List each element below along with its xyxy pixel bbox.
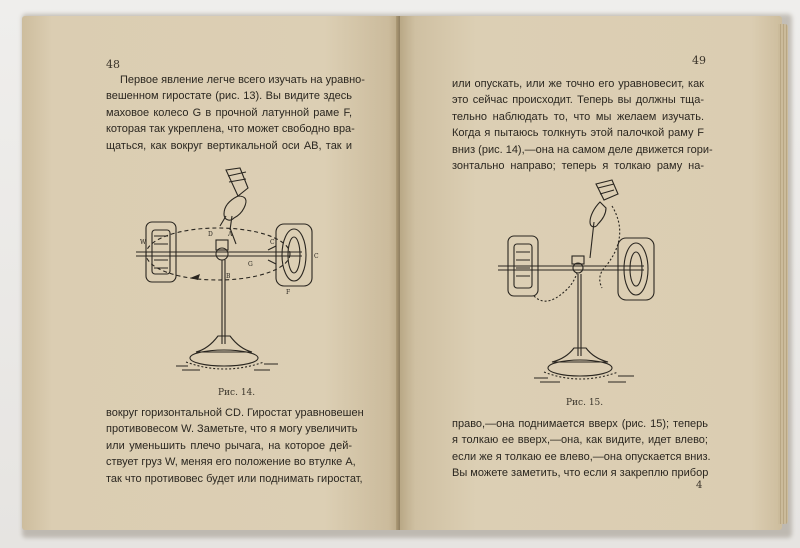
text-line: так что противовес будет или поднимать гиростат, xyxy=(106,472,363,485)
text-line: вешенном гиростате (рис. 13). Вы видите здесь xyxy=(106,90,352,103)
text-line: Вы можете заметить, что если я закреплю прибор xyxy=(452,467,709,480)
text-line: или уменьшить плечо рычага, на которое дей- xyxy=(106,439,352,452)
signature-mark: 4 xyxy=(696,480,703,491)
text-line: это сейчас происходит. Теперь вы должны тща- xyxy=(452,94,704,107)
left-page xyxy=(22,16,400,530)
flywheel-disc xyxy=(624,243,648,295)
pointer-stick xyxy=(590,222,594,258)
text-line: вниз (рис. 14),—она на самом деле движется гори- xyxy=(452,143,713,156)
counterweight-hatch xyxy=(516,252,530,276)
figure-15-caption: Рис. 15. xyxy=(566,398,604,408)
page-stack-edge xyxy=(778,24,788,524)
flywheel-arms xyxy=(268,246,276,264)
figure-label: D xyxy=(208,231,213,238)
text-line: ствует груз W, меняя его положение во втулке A, xyxy=(106,456,356,469)
figure-label: C xyxy=(270,239,275,246)
text-line: тельно наблюдать то, что мы желаем изучать. xyxy=(452,110,704,123)
figure-label: F xyxy=(286,289,291,296)
gyrostat-figure-15 xyxy=(494,176,674,386)
text-line: вокруг горизонтальной CD. Гиростат уравновешен xyxy=(106,407,364,419)
motion-trace-lower xyxy=(534,270,578,301)
figure-label: C xyxy=(314,253,319,260)
text-line: зонтально направо; теперь я толкаю раму на- xyxy=(452,160,704,173)
text-line: или опускать, или же точно его уравновесит, как xyxy=(452,78,704,90)
text-line: Когда я пытаюсь толкнуть этой палочкой раму F xyxy=(452,127,704,140)
gyrostat-figure-14 xyxy=(126,166,336,376)
figure-label: G xyxy=(248,261,253,268)
text-line: если же я толкаю ее влево,—она опускается вниз. xyxy=(452,450,711,463)
text-line: маховое колесо G в прочной латунной раме F, xyxy=(106,106,352,119)
text-line: Первое явление легче всего изучать на уравно- xyxy=(120,74,365,86)
text-line: право,—она поднимается вверх (рис. 15); теперь xyxy=(452,418,708,430)
left-paragraph-bottom xyxy=(106,405,364,487)
figure-label: A xyxy=(228,231,233,238)
figure-14-caption: Рис. 14. xyxy=(218,388,256,398)
cuff-shape xyxy=(596,180,618,200)
text-line: я толкаю ее вверх,—она, как видите, идет влево; xyxy=(452,434,708,447)
flywheel-frame xyxy=(618,238,654,300)
text-line: которая так укреплена, что может свободно вра- xyxy=(106,123,355,136)
figure-label: W xyxy=(140,239,147,246)
hand-shape xyxy=(590,202,606,227)
text-line: противовесом W. Заметьте, что я могу увеличить xyxy=(106,423,358,436)
right-paragraph-bottom xyxy=(452,416,711,482)
left-page-number: 48 xyxy=(106,58,120,71)
hand-shape xyxy=(224,196,246,220)
right-page-number: 49 xyxy=(692,54,706,67)
flywheel-frame xyxy=(276,224,312,286)
right-paragraph-top xyxy=(452,76,713,174)
figure-label: B xyxy=(226,273,231,280)
flywheel-hub xyxy=(630,252,642,286)
right-page xyxy=(400,16,782,530)
text-line: щаться, как вокруг вертикальной оси AB, так и xyxy=(106,139,352,152)
left-paragraph-top xyxy=(106,72,365,154)
